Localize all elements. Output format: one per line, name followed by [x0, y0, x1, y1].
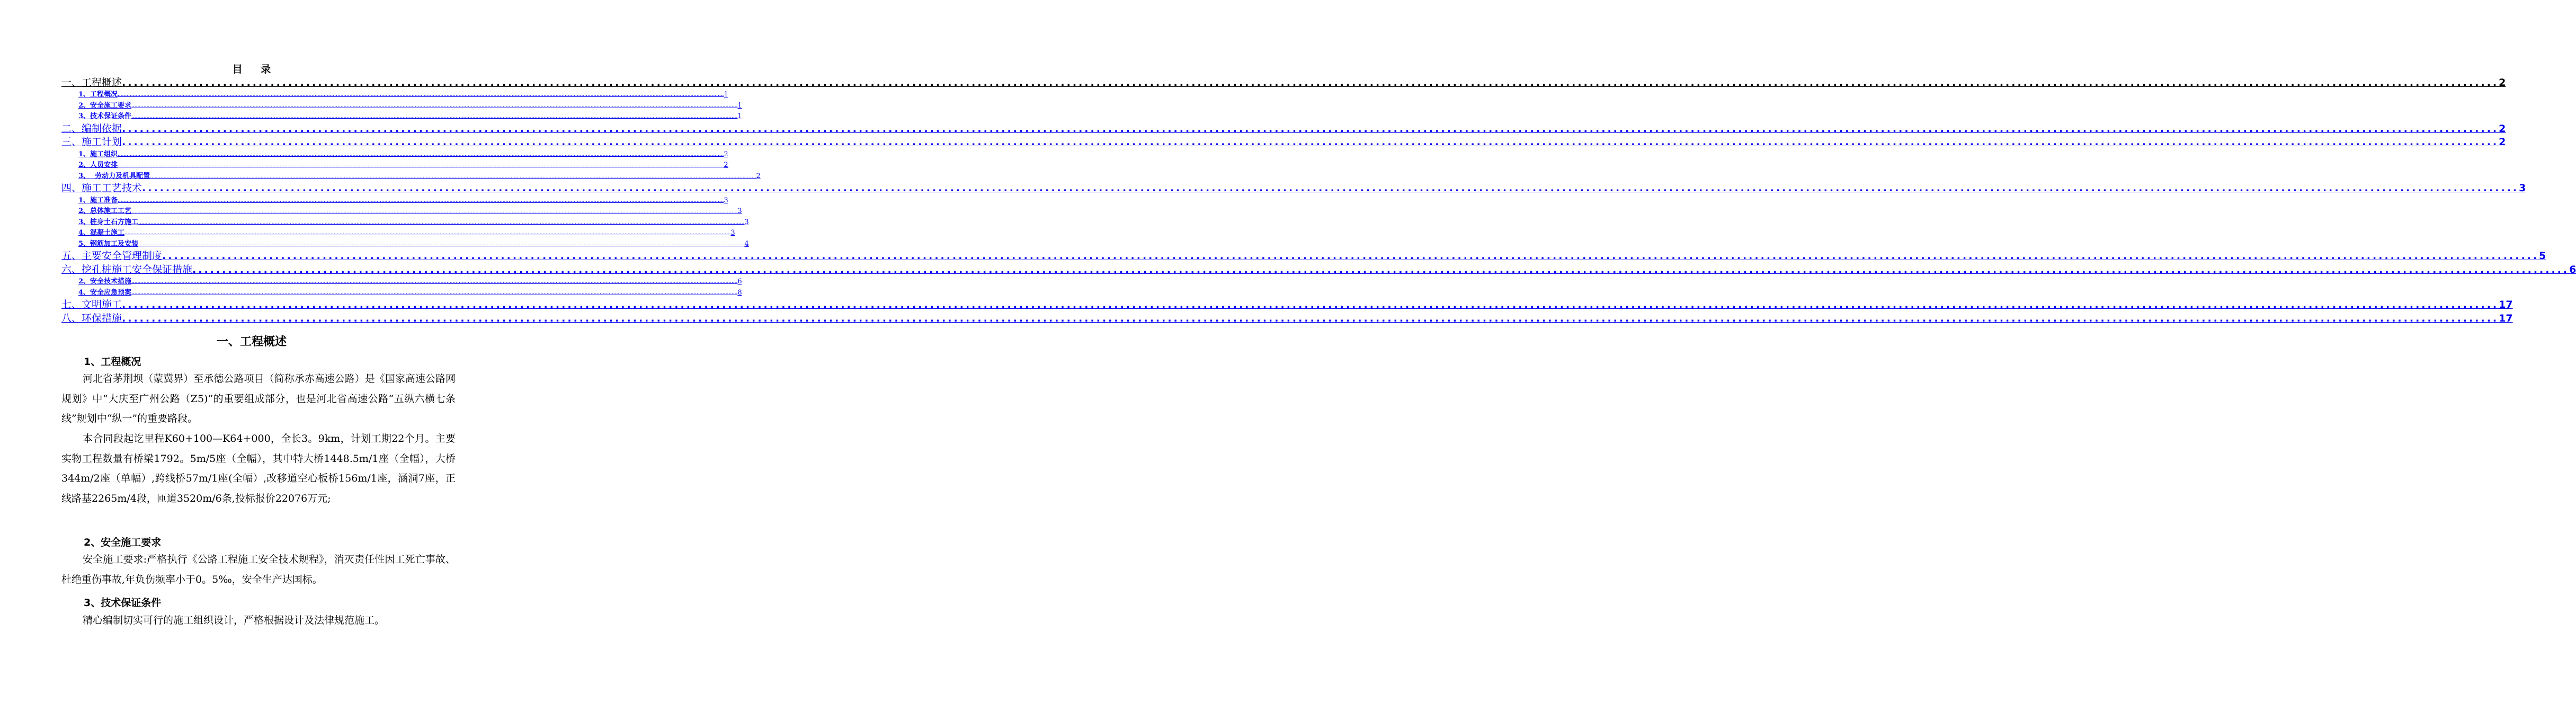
- toc-leader: ................................................................................................................................................................................................................................................................................................................................................................................................................: [118, 198, 724, 203]
- toc-entry-text: 4、混凝土施工: [78, 229, 125, 237]
- toc-page-number: 3: [737, 207, 742, 215]
- toc-entry-6-2[interactable]: [61, 277, 742, 288]
- toc-entry-text: 七、文明施工: [61, 299, 122, 310]
- subsection-heading-1: 1、工程概况: [84, 356, 141, 368]
- paragraph-technical-guarantee: 精心编制切实可行的施工组织设计，严格根据设计及法律规范施工。: [83, 615, 385, 626]
- toc-entry-text: 四、施工工艺技术: [61, 182, 142, 194]
- toc-entry-4-3[interactable]: [61, 217, 749, 228]
- toc-leader: ................................................................................................................................................................................................................................................................................................................................................................................................................: [122, 136, 2499, 148]
- toc-entry-3-3[interactable]: [61, 171, 761, 182]
- toc-entry-text: 八、环保措施: [61, 312, 122, 324]
- toc-page-number: 1: [724, 91, 728, 99]
- section-heading: 一、工程概述: [216, 335, 287, 349]
- toc-entry-text: 五、主要安全管理制度: [61, 250, 163, 262]
- toc-leader: ................................................................................................................................................................................................................................................................................................................................................................................................................: [138, 241, 745, 247]
- toc-entry-text: 3、技术保证条件: [78, 112, 132, 120]
- table-of-contents: [61, 76, 2576, 325]
- toc-leader: ................................................................................................................................................................................................................................................................................................................................................................................................................: [118, 163, 724, 168]
- toc-leader: ................................................................................................................................................................................................................................................................................................................................................................................................................: [138, 219, 745, 225]
- toc-entry-1-3[interactable]: [61, 111, 742, 122]
- toc-leader: ................................................................................................................................................................................................................................................................................................................................................................................................................: [131, 290, 738, 296]
- toc-entry-7[interactable]: [61, 298, 2513, 312]
- toc-entry-text: 1、施工准备: [78, 196, 118, 204]
- toc-entry-text: 4、安全应急预案: [78, 288, 132, 297]
- toc-entry-6-4[interactable]: [61, 287, 742, 298]
- toc-page-number: 2: [724, 161, 728, 169]
- toc-title: 目 录: [232, 64, 279, 75]
- toc-leader: ................................................................................................................................................................................................................................................................................................................................................................................................................: [131, 114, 738, 119]
- toc-page-number: 3: [730, 229, 735, 237]
- toc-page-number: 8: [737, 288, 742, 297]
- toc-entry-text: 1、工程概况: [78, 91, 118, 99]
- toc-page-number: 3: [744, 218, 749, 226]
- toc-page-number: 17: [2499, 299, 2513, 310]
- toc-entry-text: 二、编制依据: [61, 122, 122, 135]
- toc-leader: ................................................................................................................................................................................................................................................................................................................................................................................................................: [124, 230, 731, 236]
- toc-entry-3-2[interactable]: [61, 160, 728, 171]
- toc-entry-3[interactable]: [61, 136, 2506, 149]
- toc-page-number: 2: [2499, 122, 2506, 135]
- toc-leader: ................................................................................................................................................................................................................................................................................................................................................................................................................: [122, 312, 2499, 324]
- toc-leader: ................................................................................................................................................................................................................................................................................................................................................................................................................: [122, 76, 2499, 88]
- toc-entry-4-2[interactable]: [61, 206, 742, 217]
- toc-entry-text: 2、总体施工工艺: [78, 207, 132, 215]
- toc-entry-1-1[interactable]: [61, 90, 728, 101]
- toc-entry-4-4[interactable]: [61, 228, 735, 239]
- toc-entry-4-1[interactable]: [61, 195, 728, 206]
- toc-leader: ................................................................................................................................................................................................................................................................................................................................................................................................................: [192, 263, 2570, 275]
- toc-entry-text: 2、安全施工要求: [78, 101, 132, 110]
- subsection-heading-3: 3、技术保证条件: [84, 597, 162, 609]
- toc-leader: ................................................................................................................................................................................................................................................................................................................................................................................................................: [122, 122, 2499, 135]
- toc-page-number: 5: [2539, 250, 2546, 262]
- toc-page-number: 4: [744, 239, 749, 248]
- toc-entry-text: 一、工程概述: [61, 76, 122, 88]
- paragraph-safety-requirements: 安全施工要求:严格执行《公路工程施工安全技术规程》，消灭责任性因工死亡事故、杜绝重伤事故,年负伤频率小于0。5‰，安全生产达国标。: [61, 554, 456, 585]
- toc-leader: ................................................................................................................................................................................................................................................................................................................................................................................................................: [118, 92, 724, 97]
- toc-leader: ................................................................................................................................................................................................................................................................................................................................................................................................................: [118, 152, 724, 157]
- toc-page-number: 6: [2569, 263, 2576, 275]
- toc-entry-1-2[interactable]: [61, 100, 742, 111]
- toc-entry-text: 2、人员安排: [78, 161, 118, 169]
- subsection-heading-2: 2、安全施工要求: [84, 537, 162, 548]
- toc-page-number: 2: [2499, 136, 2506, 148]
- toc-leader: ................................................................................................................................................................................................................................................................................................................................................................................................................: [122, 299, 2499, 310]
- toc-entry-text: 2、安全技术措施: [78, 278, 132, 286]
- toc-entry-1[interactable]: [61, 76, 2506, 90]
- toc-entry-8[interactable]: [61, 312, 2513, 325]
- paragraph-project-overview: 河北省茅荆坝（蒙冀界）至承德公路项目（简称承赤高速公路）是《国家高速公路网规划》中“大庆至广州公路（Z5)”的重要组成部分，也是河北省高速公路“五纵六横七条线”规划中“纵一”的重要路段。: [61, 373, 456, 424]
- toc-leader: ................................................................................................................................................................................................................................................................................................................................................................................................................: [162, 250, 2539, 262]
- toc-page-number: 2: [2499, 76, 2506, 88]
- toc-leader: ................................................................................................................................................................................................................................................................................................................................................................................................................: [131, 209, 738, 214]
- toc-entry-text: 3、 劳动力及机具配置: [78, 172, 150, 180]
- toc-entry-2[interactable]: [61, 122, 2506, 136]
- toc-entry-text: 1、施工组织: [78, 150, 118, 158]
- toc-page-number: 6: [737, 278, 742, 286]
- toc-entry-3-1[interactable]: [61, 149, 728, 160]
- toc-entry-text: 5、钢筋加工及安装: [78, 239, 139, 248]
- toc-page-number: 1: [737, 112, 742, 120]
- toc-page-number: 1: [737, 101, 742, 110]
- toc-page-number: 17: [2499, 312, 2513, 324]
- toc-entry-4-5[interactable]: [61, 238, 749, 250]
- toc-entry-4[interactable]: [61, 182, 2526, 195]
- paragraph-contract-scope: 本合同段起讫里程K60+100—K64+000，全长3。9km，计划工期22个月。主要实物工程数量有桥梁1792。5m/5座（全幅），其中特大桥1448.5m/1座（全幅），大桥344m/2座（单幅）,跨线桥57m/1座(全幅）,改移道空心板桥156m/1座，涵洞7座，正线路基2265m/4段，匝道3520m/6条,投标报价22076万元;: [61, 433, 456, 504]
- toc-entry-text: 六、挖孔桩施工安全保证措施: [61, 263, 193, 275]
- toc-leader: ................................................................................................................................................................................................................................................................................................................................................................................................................: [150, 173, 756, 179]
- toc-leader: ................................................................................................................................................................................................................................................................................................................................................................................................................: [131, 279, 738, 284]
- toc-page-number: 2: [756, 172, 761, 180]
- toc-entry-text: 三、施工计划: [61, 136, 122, 148]
- toc-page-number: 3: [2519, 182, 2526, 194]
- toc-leader: ................................................................................................................................................................................................................................................................................................................................................................................................................: [131, 103, 738, 109]
- toc-leader: ................................................................................................................................................................................................................................................................................................................................................................................................................: [142, 182, 2519, 194]
- toc-page-number: 2: [724, 150, 728, 158]
- toc-entry-text: 3、桩身土石方施工: [78, 218, 139, 226]
- toc-entry-5[interactable]: [61, 250, 2546, 263]
- toc-entry-6[interactable]: [61, 263, 2576, 277]
- toc-page-number: 3: [724, 196, 728, 204]
